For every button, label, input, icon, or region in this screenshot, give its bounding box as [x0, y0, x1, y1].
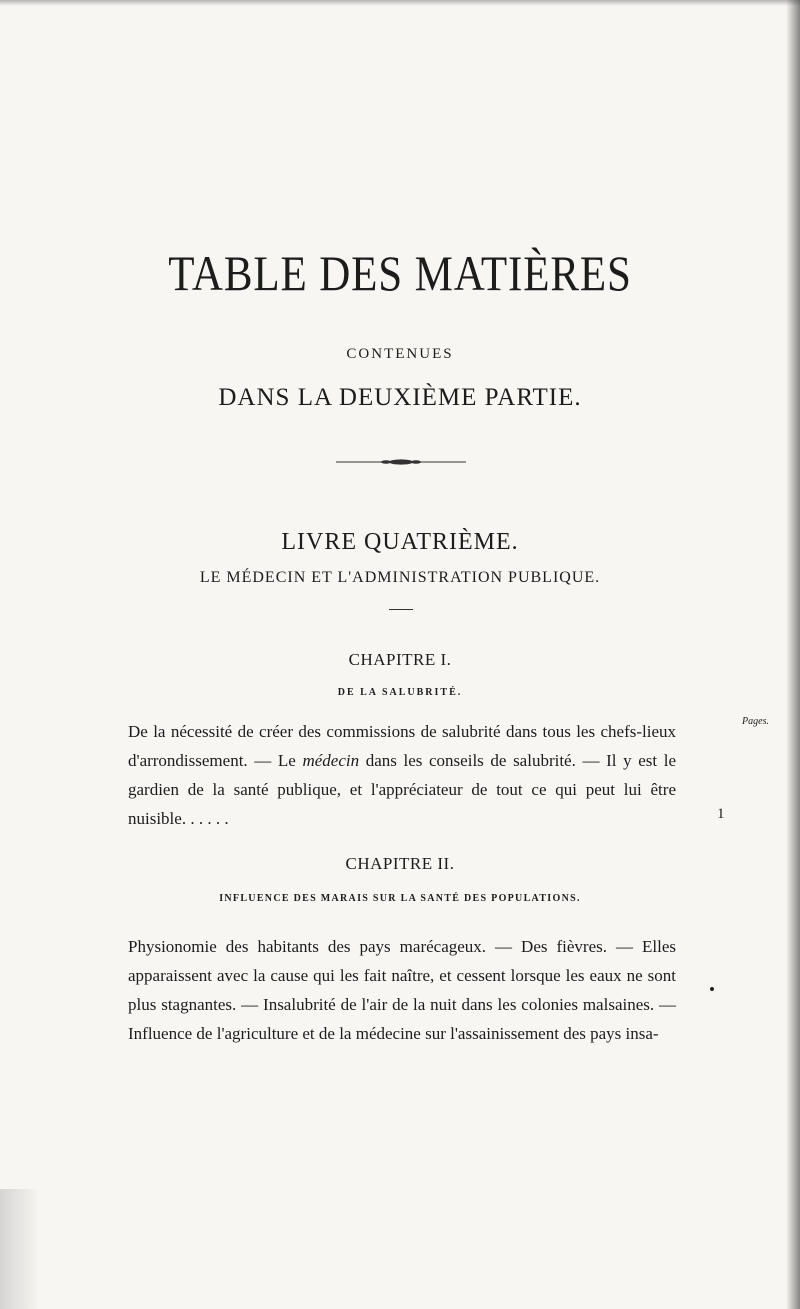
margin-dot [710, 987, 714, 991]
ornament-divider [336, 458, 466, 466]
short-rule [389, 609, 413, 610]
chapter-1-summary [128, 717, 676, 833]
book-subtitle: LE MÉDECIN ET L'ADMINISTRATION PUBLIQUE. [199, 569, 601, 586]
page-corner-shadow [0, 1189, 40, 1309]
chapter-1-heading: CHAPITRE I. [348, 650, 452, 669]
subtitle-deuxieme-partie: DANS LA DEUXIÈME PARTIE. [218, 384, 582, 411]
book-heading: LIVRE QUATRIÈME. [281, 529, 519, 555]
pages-column-label: Pages. [742, 716, 769, 727]
chapter-1-text-a: De la nécessité de créer des commissions de salubrité dans tous les chefs-lieux d'arrondissement. — Le [128, 722, 676, 770]
chapter-1-subheading: DE LA SALUBRITÉ. [337, 687, 463, 698]
chapter-2-subheading: INFLUENCE DES MARAIS SUR LA SANTÉ DES POPULATIONS. [219, 893, 581, 904]
page-top-shadow [0, 0, 800, 6]
chapter-2-summary: Physionomie des habitants des pays marécageux. — Des fièvres. — Elles apparaissent avec la cause qui les fait naître, et cessent lorsque les eaux ne sont plus stagnantes. — Insalubrité de l'air de la nuit dans les colonies malsaines. — Influence de l'agriculture et de la médecine sur l'assainissement des pays insa- [128, 937, 676, 1043]
chapter-1-page-number: 1 [717, 806, 725, 822]
subtitle-contenues: CONTENUES [346, 346, 454, 362]
page-title: TABLE DES MATIÈRES [168, 245, 632, 301]
chapter-1-text-italic: médecin [302, 751, 360, 770]
chapter-2-heading: CHAPITRE II. [345, 854, 455, 873]
chapter-1-text-b: dans les conseils de salubrité. — Il y est le gardien de la santé publique, et l'appréciateur de tout ce qui peut lui être nuisible. . . . . . [128, 751, 676, 828]
